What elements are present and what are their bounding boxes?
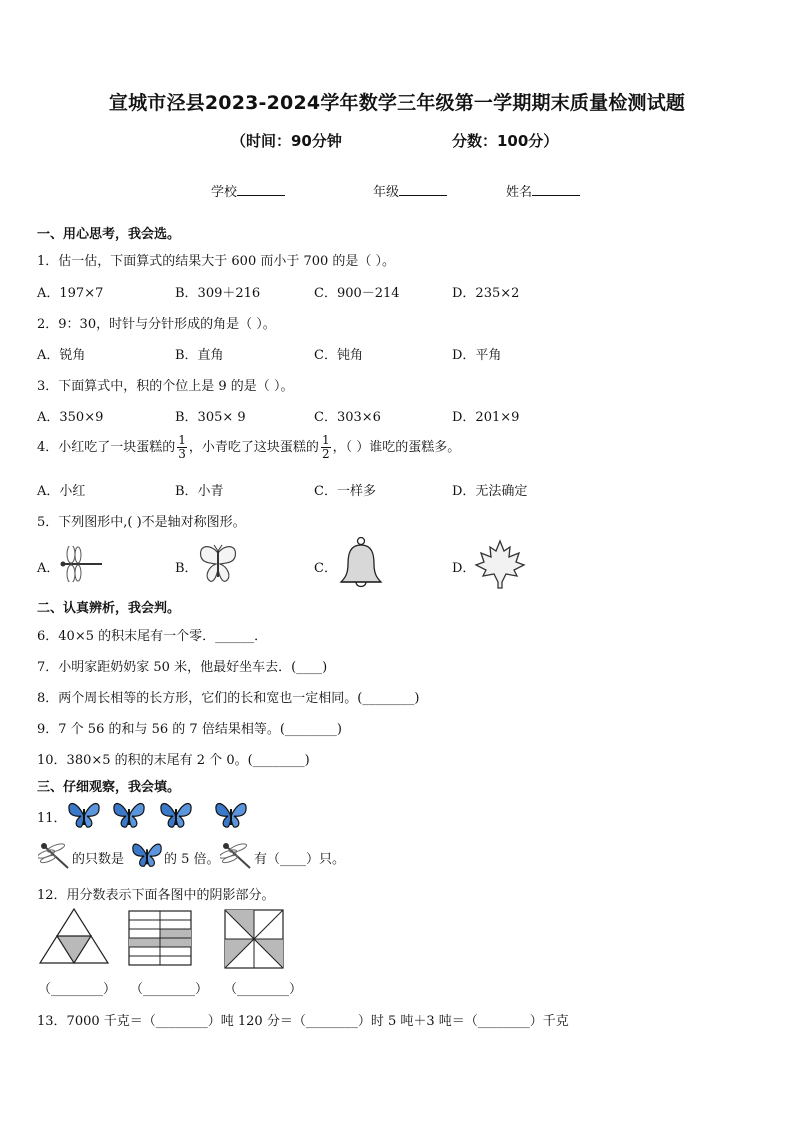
q11-text-part2: 的 5 倍。 xyxy=(164,852,220,867)
q4-option-c[interactable]: C．一样多 xyxy=(314,484,376,499)
q1-option-c[interactable]: C．900－214 xyxy=(314,286,400,301)
dragonfly-icon xyxy=(220,842,254,870)
q2-option-d[interactable]: D．平角 xyxy=(452,348,502,363)
question-5: 5．下列图形中,( )不是轴对称图形。 xyxy=(37,515,246,530)
q3-option-a[interactable]: A．350×9 xyxy=(37,410,104,425)
question-13: 13．7000 千克＝（________）吨 120 分＝（________）时 5 吨＋3 吨＝（________）千克 xyxy=(37,1014,569,1029)
q1-option-a[interactable]: A．197×7 xyxy=(37,286,104,301)
butterfly-outline-icon xyxy=(198,543,238,585)
butterfly-icon xyxy=(111,797,147,831)
question-10: 10．380×5 的积的末尾有 2 个 0。(________) xyxy=(37,753,310,768)
maple-leaf-icon xyxy=(474,538,526,590)
q4-part1: 4．小红吃了一块蛋糕的 xyxy=(37,440,176,455)
q12-blank-1[interactable]: （________） xyxy=(38,982,117,997)
frac1-denominator: 3 xyxy=(178,447,186,461)
school-field xyxy=(211,181,285,200)
butterfly-icon xyxy=(213,797,249,831)
q5-option-c[interactable]: C． xyxy=(314,561,337,576)
q3-option-b[interactable]: B．305× 9 xyxy=(175,410,246,425)
school-blank[interactable] xyxy=(237,183,285,196)
q2-option-b[interactable]: B．直角 xyxy=(175,348,224,363)
name-label: 姓名 xyxy=(506,185,533,200)
q5-option-a[interactable]: A． xyxy=(37,561,60,576)
section-3-heading: 三、仔细观察，我会填。 xyxy=(37,780,181,795)
rectangle-grid-figure xyxy=(128,910,192,966)
q12-blank-2[interactable]: （________） xyxy=(130,982,209,997)
butterfly-icon xyxy=(66,797,102,831)
question-6: 6．40×5 的积末尾有一个零．______． xyxy=(37,629,268,644)
question-12: 12．用分数表示下面各图中的阴影部分。 xyxy=(37,888,275,903)
q5-option-b[interactable]: B． xyxy=(175,561,198,576)
butterfly-icon xyxy=(130,838,164,870)
bell-icon xyxy=(338,536,384,592)
q4-part2: ，小青吃了这块蛋糕的 xyxy=(188,440,319,455)
question-8: 8．两个周长相等的长方形，它们的长和宽也一定相同。(________) xyxy=(37,691,420,706)
q2-option-a[interactable]: A．锐角 xyxy=(37,348,86,363)
q12-blank-3[interactable]: （________） xyxy=(224,982,303,997)
question-3: 3．下面算式中，积的个位上是 9 的是（ ）。 xyxy=(37,379,294,394)
question-7: 7．小明家距奶奶家 50 米，他最好坐车去．(____) xyxy=(37,660,328,675)
question-9: 9．7 个 56 的和与 56 的 7 倍结果相等。(________) xyxy=(37,722,342,737)
fraction-one-half xyxy=(321,434,331,461)
grade-blank[interactable] xyxy=(399,183,447,196)
square-triangles-figure xyxy=(224,909,284,969)
butterfly-icon xyxy=(158,797,194,831)
q4-option-d[interactable]: D．无法确定 xyxy=(452,484,528,499)
q4-option-a[interactable]: A．小红 xyxy=(37,484,86,499)
grade-label: 年级 xyxy=(373,185,400,200)
q4-part3: ，（ ）谁吃的蛋糕多。 xyxy=(332,440,461,455)
frac1-numerator: 1 xyxy=(178,433,186,447)
q3-option-c[interactable]: C．303×6 xyxy=(314,410,381,425)
question-4 xyxy=(37,434,460,461)
q1-option-d[interactable]: D．235×2 xyxy=(452,286,520,301)
q4-option-b[interactable]: B．小青 xyxy=(175,484,224,499)
q5-option-d[interactable]: D． xyxy=(452,561,476,576)
question-11-label: 11． xyxy=(37,811,67,826)
page-title: 宣城市泾县2023-2024学年数学三年级第一学期期末质量检测试题 xyxy=(108,92,686,114)
question-2: 2．9：30，时针与分针形成的角是（ ）。 xyxy=(37,317,276,332)
triangle-figure xyxy=(38,907,110,965)
q3-option-d[interactable]: D．201×9 xyxy=(452,410,520,425)
question-1: 1．估一估，下面算式的结果大于 600 而小于 700 的是（ ）。 xyxy=(37,254,396,269)
frac2-denominator: 2 xyxy=(321,447,330,461)
q2-option-c[interactable]: C．钝角 xyxy=(314,348,363,363)
name-blank[interactable] xyxy=(532,183,580,196)
exam-time: （时间：90分钟 xyxy=(231,132,342,150)
grade-field xyxy=(373,181,447,200)
name-field xyxy=(506,181,580,200)
q1-option-b[interactable]: B．309＋216 xyxy=(175,286,261,301)
dragonfly-icon xyxy=(58,546,104,582)
fraction-one-third xyxy=(177,434,187,461)
q11-text-part1: 的只数是 xyxy=(72,852,125,867)
dragonfly-icon xyxy=(38,842,72,870)
section-1-heading: 一、用心思考，我会选。 xyxy=(37,227,181,242)
section-2-heading: 二、认真辨析，我会判。 xyxy=(37,601,181,616)
q11-text-part3: 有（____）只。 xyxy=(254,852,346,867)
frac2-numerator: 1 xyxy=(321,433,330,447)
exam-score: 分数：100分） xyxy=(452,132,559,150)
school-label: 学校 xyxy=(211,185,238,200)
